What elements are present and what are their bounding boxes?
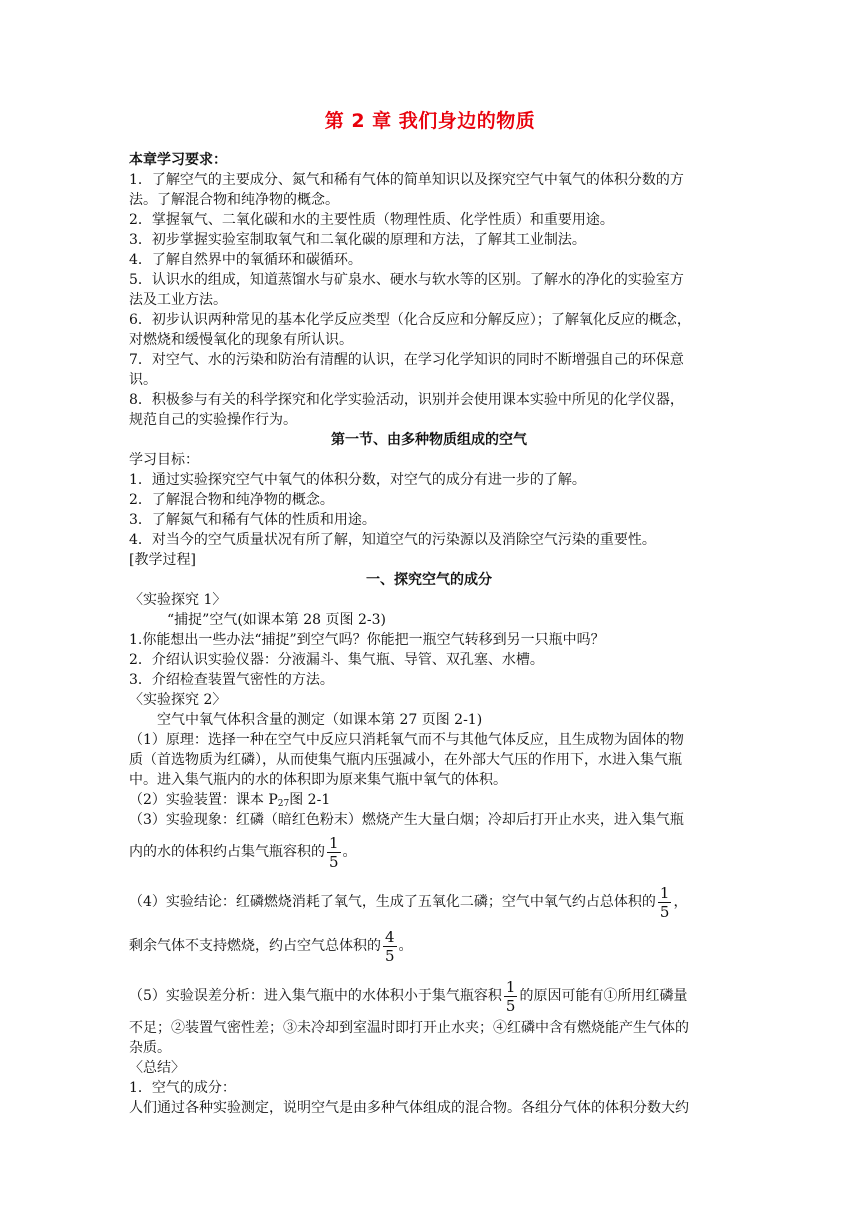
- error-text-end: 的原因可能有①所用红磷量: [519, 988, 688, 1004]
- requirement-line: 7．对空气、水的污染和防治有清醒的认识，在学习化学知识的同时不断增强自己的环保意: [129, 352, 684, 368]
- error-text: （5）实验误差分析：进入集气瓶中的水体积小于集气瓶容积: [129, 988, 502, 1004]
- fraction-denominator: 5: [385, 946, 395, 965]
- conclusion-end-2: 。: [398, 938, 413, 954]
- fraction-numerator: 4: [385, 927, 395, 946]
- requirement-line: 8．积极参与有关的科学探究和化学实验活动，识别并会使用课本实验中所见的化学仪器，: [129, 392, 684, 408]
- requirement-line: 2．掌握氧气、二氧化碳和水的主要性质（物理性质、化学性质）和重要用途。: [129, 212, 614, 228]
- requirement-line: 识。: [129, 372, 157, 388]
- apparatus-text: （2）实验装置：课本 P: [129, 792, 278, 808]
- principle-line: 中。进入集气瓶内的水的体积即为原来集气瓶中氧气的体积。: [129, 772, 507, 788]
- phenomenon-line-2: [129, 830, 729, 874]
- chapter-title: 第 2 章 我们身边的物质: [324, 110, 536, 132]
- error-line-2: 不足；②装置气密性差；③未冷却到室温时即打开止水夹；④红磷中含有燃烧能产生气体的: [129, 1020, 689, 1036]
- summary-label: 〈总结〉: [129, 1060, 185, 1076]
- experiment-1-label: 〈实验探究 1〉: [129, 592, 227, 608]
- fraction-one-fifth: [327, 834, 341, 871]
- phenomenon-text: 内的水的体积约占集气瓶容积的: [129, 844, 325, 860]
- principle-line: （1）原理：选择一种在空气中反应只消耗氧气而不与其他气体反应，且生成物为固体的物: [129, 732, 684, 748]
- fraction-denominator: 5: [329, 852, 339, 871]
- fraction-denominator: 5: [505, 996, 516, 1015]
- requirement-line: 4．了解自然界中的氧循环和碳循环。: [129, 252, 362, 268]
- goal-line: 1．通过实验探究空气中氧气的体积分数，对空气的成分有进一步的了解。: [129, 472, 586, 488]
- experiment-1-title: “捕捉”空气(如课本第 28 页图 2-3): [167, 612, 386, 628]
- requirement-line: 5．认识水的组成，知道蒸馏水与矿泉水、硬水与软水等的区别。了解水的净化的实验室方: [129, 272, 684, 288]
- summary-text: 人们通过各种实验测定，说明空气是由多种气体组成的混合物。各组分气体的体积分数大约: [129, 1100, 689, 1116]
- goals-heading: 学习目标：: [129, 452, 199, 468]
- apparatus-line: [129, 790, 729, 810]
- goal-line: 2．了解混合物和纯净物的概念。: [129, 492, 334, 508]
- requirement-line: 3．初步掌握实验室制取氧气和二氧化碳的原理和方法，了解其工业制法。: [129, 232, 586, 248]
- experiment-1-item: 1.你能想出一些办法“捕捉”到空气吗？你能把一瓶空气转移到另一只瓶中吗？: [129, 632, 605, 648]
- requirements-heading: 本章学习要求：: [129, 152, 227, 168]
- fraction-four-fifths: [383, 928, 397, 965]
- teaching-process-label: [教学过程]: [129, 552, 196, 568]
- principle-line: 质（首选物质为红磷），从而使集气瓶内压强减小，在外部大气压的作用下，水进入集气瓶: [129, 752, 682, 768]
- requirements-list: [129, 170, 729, 430]
- goal-line: 4．对当今的空气质量状况有所了解，知道空气的污染源以及消除空气污染的重要性。: [129, 532, 656, 548]
- experiment-2-label: 〈实验探究 2〉: [129, 692, 227, 708]
- experiment-1-item: 3．介绍检查装置气密性的方法。: [129, 672, 334, 688]
- experiment-2-title: 空气中氧气体积含量的测定（如课本第 27 页图 2-1): [157, 712, 483, 728]
- conclusion-line-2: [129, 924, 729, 968]
- conclusion-text: （4）实验结论：红磷燃烧消耗了氧气，生成了五氧化二磷；空气中氧气约占总体积的: [129, 894, 656, 910]
- fraction-one-fifth: [504, 978, 518, 1015]
- document-body: [129, 150, 729, 1118]
- subsection-title: 一、探究空气的成分: [366, 572, 492, 588]
- experiment-1-item: 2．介绍认识实验仪器：分液漏斗、集气瓶、导管、双孔塞、水槽。: [129, 652, 544, 668]
- requirement-line: 对燃烧和缓慢氧化的现象有所认识。: [129, 332, 353, 348]
- fraction-numerator: 1: [659, 883, 670, 902]
- fraction-one-fifth: [658, 884, 672, 921]
- conclusion-text-2: 剩余气体不支持燃烧，约占空气总体积的: [129, 938, 381, 954]
- error-line: [129, 974, 729, 1018]
- requirement-line: 规范自己的实验操作行为。: [129, 412, 297, 428]
- fraction-numerator: 1: [505, 977, 516, 996]
- phenomenon-end: 。: [342, 844, 357, 860]
- goal-line: 3．了解氮气和稀有气体的性质和用途。: [129, 512, 376, 528]
- apparatus-figure: 图 2-1: [289, 792, 331, 808]
- conclusion-line: [129, 880, 729, 924]
- requirement-line: 法。了解混合物和纯净物的概念。: [129, 192, 339, 208]
- phenomenon-line: （3）实验现象：红磷（暗红色粉末）燃烧产生大量白烟；冷却后打开止水夹，进入集气瓶: [129, 812, 684, 828]
- section-title: 第一节、由多种物质组成的空气: [331, 432, 527, 448]
- fraction-numerator: 1: [329, 833, 339, 852]
- error-line-3: 杂质。: [129, 1040, 171, 1056]
- page-subscript: 27: [277, 799, 290, 809]
- requirement-line: 法及工业方法。: [129, 292, 227, 308]
- requirement-line: 1．了解空气的主要成分、氮气和稀有气体的简单知识以及探究空气中氧气的体积分数的方: [129, 172, 684, 188]
- fraction-denominator: 5: [659, 902, 670, 921]
- conclusion-end: ，: [673, 894, 688, 910]
- summary-item: 1．空气的成分：: [129, 1080, 236, 1096]
- requirement-line: 6．初步认识两种常见的基本化学反应类型（化合反应和分解反应）；了解氧化反应的概念，: [129, 312, 691, 328]
